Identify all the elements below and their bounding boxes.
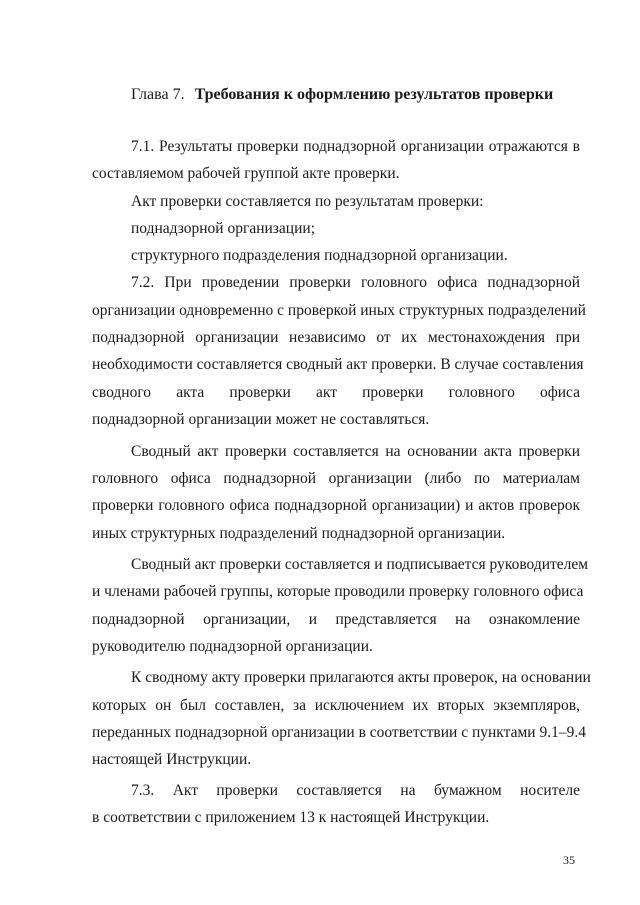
text-line: руководителю поднадзорной организации.	[92, 638, 373, 655]
text-line: иных структурных подразделений поднадзорной организации.	[92, 525, 506, 542]
text-line: составляемом рабочей группой акте проверки.	[92, 165, 400, 182]
text-line: Сводный акт проверки составляется и подписывается руководителем	[131, 556, 589, 573]
text-line: в соответствии с приложением 13 к настоящей Инструкции.	[92, 809, 490, 826]
text-line: структурного подразделения поднадзорной организации.	[131, 247, 508, 264]
text-line: поднадзорной организации независимо от их местонахождения при	[92, 329, 580, 346]
text-line: 7.2. При проведении проверки головного офиса поднадзорной	[131, 274, 580, 291]
text-line: поднадзорной организации;	[131, 220, 316, 237]
chapter-heading	[131, 86, 553, 104]
text-line: проверки головного офиса поднадзорной организации) и актов проверок	[92, 497, 580, 514]
text-line: поднадзорной организации, и представляется на ознакомление	[92, 611, 580, 628]
text-line: организации одновременно с проверкой иных структурных подразделений	[92, 302, 586, 319]
text-line: которых он был составлен, за исключением их вторых экземпляров,	[92, 697, 580, 714]
chapter-number: Глава 7.	[131, 86, 185, 103]
text-line: и членами рабочей группы, которые проводили проверку головного офиса	[92, 583, 584, 600]
text-line: головного офиса поднадзорной организации (либо по материалам	[92, 470, 580, 487]
chapter-title: Требования к оформлению результатов проверки	[194, 86, 554, 103]
text-line: сводного акта проверки акт проверки головного офиса	[92, 384, 580, 401]
text-line: поднадзорной организации может не составляться.	[92, 411, 430, 428]
text-line: 7.3. Акт проверки составляется на бумажном носителе	[131, 782, 580, 799]
text-line: настоящей Инструкции.	[92, 751, 252, 768]
text-line: Сводный акт проверки составляется на основании акта проверки	[131, 443, 580, 460]
text-line: Акт проверки составляется по результатам проверки:	[131, 193, 484, 210]
text-line: переданных поднадзорной организации в соответствии с пунктами 9.1–9.4	[92, 724, 586, 741]
text-line: К сводному акту проверки прилагаются акты проверок, на основании	[131, 669, 591, 686]
text-line: необходимости составляется сводный акт проверки. В случае составления	[92, 356, 584, 373]
text-line: 7.1. Результаты проверки поднадзорной организации отражаются в	[131, 138, 580, 155]
page-number: 35	[563, 853, 575, 867]
